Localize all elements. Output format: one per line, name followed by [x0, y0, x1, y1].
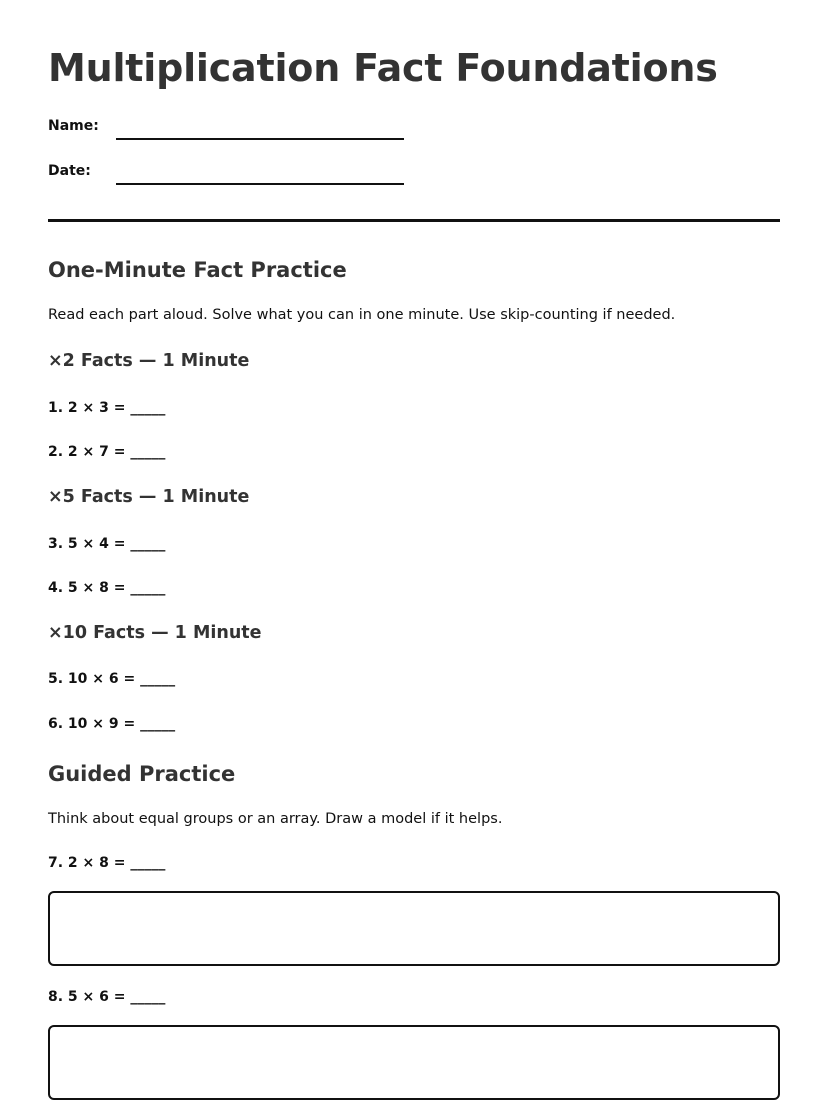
name-label: Name: — [48, 118, 99, 134]
problem-3: 3. 5 × 4 = _____ — [48, 536, 166, 552]
date-label: Date: — [48, 163, 91, 179]
name-field-row — [48, 118, 408, 142]
page-title: Multiplication Fact Foundations — [48, 46, 718, 90]
guided-practice-instructions: Think about equal groups or an array. Draw a model if it helps. — [48, 811, 503, 827]
name-write-line[interactable] — [116, 138, 404, 140]
x5-facts-heading: ×5 Facts — 1 Minute — [48, 487, 250, 507]
header-divider — [48, 219, 780, 222]
fact-practice-instructions: Read each part aloud. Solve what you can in one minute. Use skip-counting if needed. — [48, 307, 676, 323]
problem-1: 1. 2 × 3 = _____ — [48, 400, 166, 416]
problem-8: 8. 5 × 6 = _____ — [48, 989, 166, 1005]
x2-facts-heading: ×2 Facts — 1 Minute — [48, 351, 250, 371]
problem-6: 6. 10 × 9 = _____ — [48, 716, 176, 732]
problem-5: 5. 10 × 6 = _____ — [48, 671, 176, 687]
problem-4: 4. 5 × 8 = _____ — [48, 580, 166, 596]
date-write-line[interactable] — [116, 183, 404, 185]
work-area-box[interactable] — [48, 891, 780, 966]
work-area-box[interactable] — [48, 1025, 780, 1100]
guided-practice-heading: Guided Practice — [48, 762, 236, 786]
fact-practice-heading: One-Minute Fact Practice — [48, 258, 347, 282]
x10-facts-heading: ×10 Facts — 1 Minute — [48, 623, 262, 643]
problem-2: 2. 2 × 7 = _____ — [48, 444, 166, 460]
problem-7: 7. 2 × 8 = _____ — [48, 855, 166, 871]
date-field-row — [48, 163, 408, 187]
